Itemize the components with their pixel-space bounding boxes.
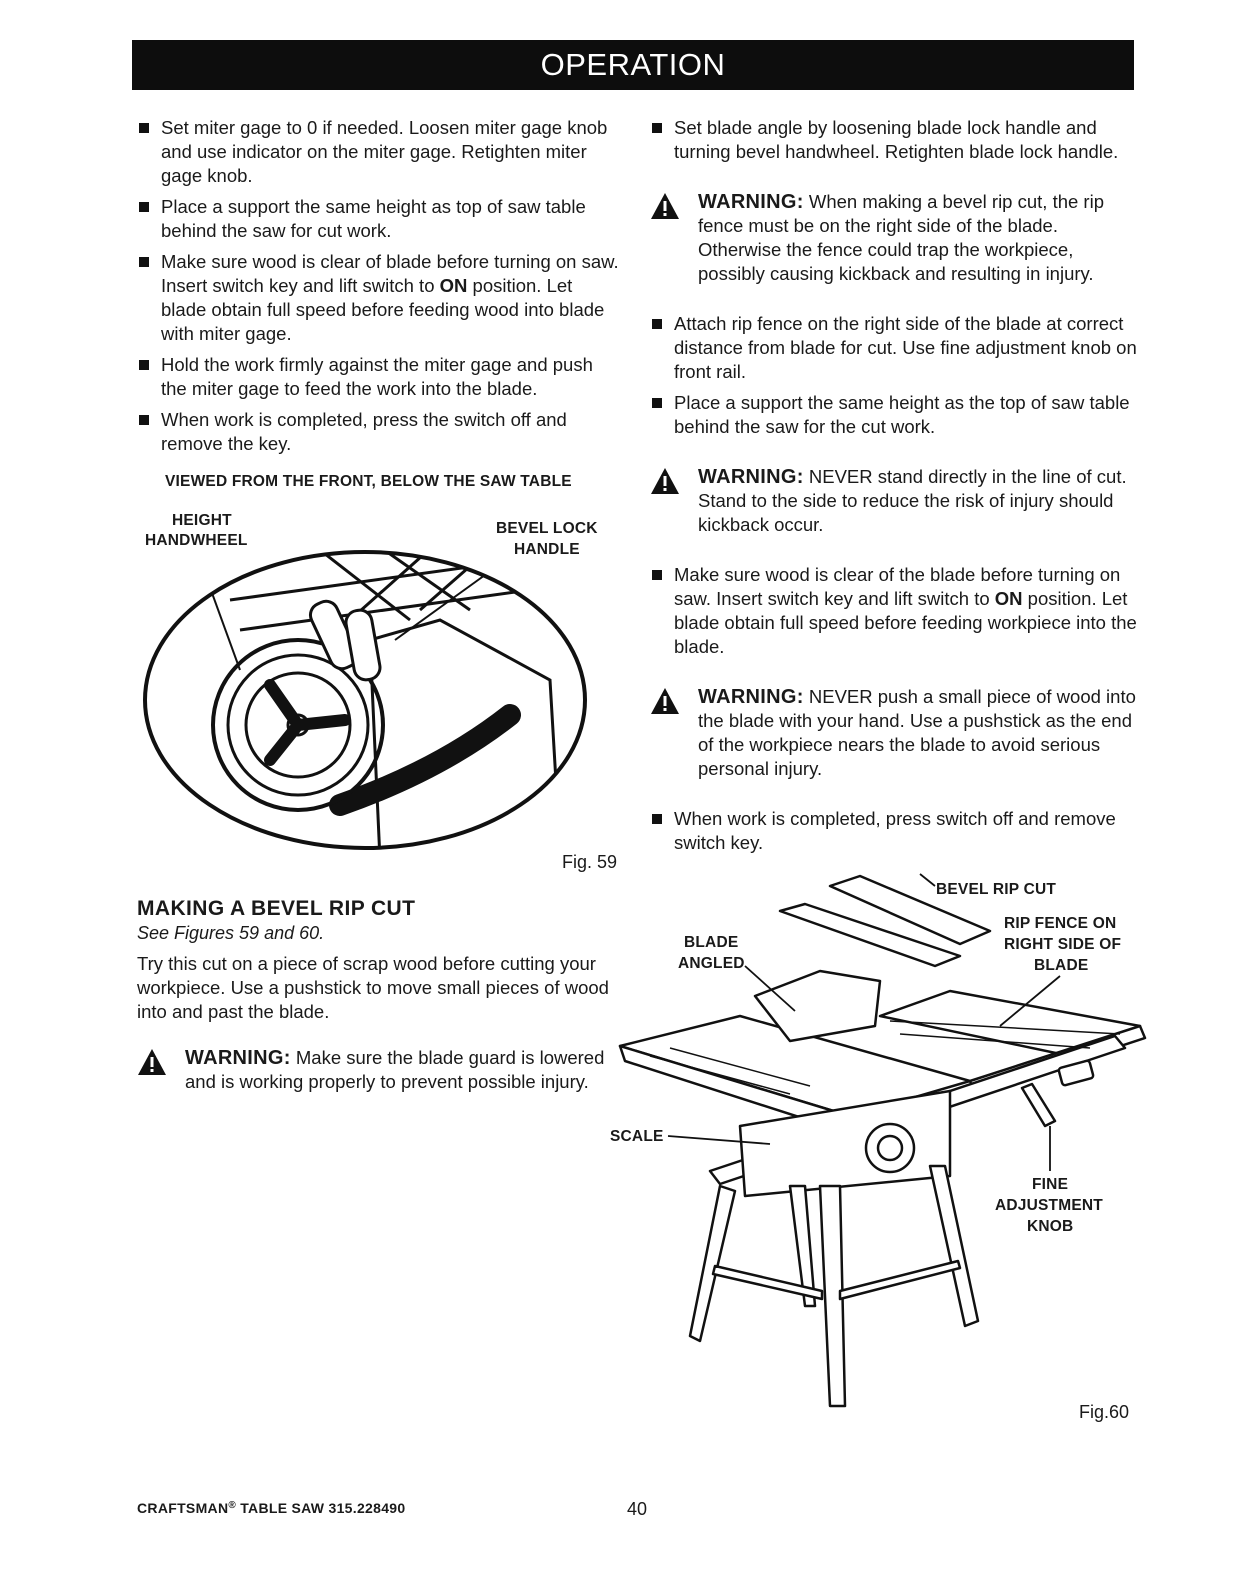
right-warning-1 (650, 190, 1140, 286)
fig60-label-fine-line1: FINE (1032, 1176, 1069, 1193)
section-title: MAKING A BEVEL RIP CUT (137, 897, 416, 920)
left-bullet-2: Place a support the same height as top of saw table behind the saw for cut work. (137, 195, 622, 243)
left-column (137, 116, 622, 463)
warning-text: When making a bevel rip cut, the rip fence must be on the right side of the blade. Otherwise the fence could trap the workpiece, possibly causing kickback and resulting in injury. (698, 191, 1104, 284)
left-bullet-4: Hold the work firmly against the miter gage and push the miter gage to feed the work into the blade. (137, 353, 622, 401)
warning-text: Make sure the blade guard is lowered and is working properly to prevent possible injury. (185, 1047, 605, 1092)
section-header (132, 40, 1134, 90)
bullet-text: position. Let blade obtain full speed before feeding wood into blade with miter gage. (161, 275, 605, 344)
left-warning (137, 1046, 625, 1094)
bullet-bold-on: ON (994, 588, 1023, 609)
bullet-text: Make sure wood is clear of the blade before turning on saw. Insert switch key and lift switch to (674, 564, 1121, 609)
right-column (650, 116, 1140, 862)
warning-triangle-icon (650, 687, 680, 715)
right-bullet-3: Place a support the same height as the top of saw table behind the saw for the cut work. (650, 391, 1140, 439)
fig59-label-height-line2: HANDWHEEL (145, 532, 248, 549)
warning-word: WARNING: (698, 686, 804, 708)
fig60-label-blade-line2: ANGLED (678, 955, 745, 972)
right-bullet-5: When work is completed, press switch off and remove switch key. (650, 807, 1140, 855)
warning-word: WARNING: (698, 191, 804, 213)
warning-triangle-icon (137, 1048, 167, 1076)
footer-brand-line (137, 1500, 405, 1518)
fig59-handwheel-illustration (140, 540, 590, 860)
bullet-bold-on: ON (439, 275, 468, 296)
right-warning-2 (650, 465, 1140, 537)
header-title: OPERATION (540, 47, 726, 82)
warning-word: WARNING: (698, 466, 804, 488)
fig60-label-rip-fence-line3: BLADE (1034, 957, 1089, 974)
fig59-caption: VIEWED FROM THE FRONT, BELOW THE SAW TABLE (165, 473, 572, 490)
fig60-label-scale: SCALE (610, 1128, 664, 1145)
left-bullet-1: Set miter gage to 0 if needed. Loosen miter gage knob and use indicator on the miter gage. Retighten miter gage knob. (137, 116, 622, 188)
warning-triangle-icon (650, 192, 680, 220)
fig59-label-bevel-line2: HANDLE (514, 541, 580, 558)
fig60-label-fine-line3: KNOB (1027, 1218, 1074, 1235)
model-number: TABLE SAW 315.228490 (236, 1500, 406, 1516)
left-bullet-5: When work is completed, press the switch off and remove the key. (137, 408, 622, 456)
bevel-rip-section (137, 897, 627, 1024)
right-bullet-1: Set blade angle by loosening blade lock handle and turning bevel handwheel. Retighten blade lock handle. (650, 116, 1140, 164)
bullet-text: Make sure wood is clear of blade before turning on saw. Insert switch key and lift switch to (161, 251, 619, 296)
warning-triangle-icon (650, 467, 680, 495)
fig59-label-height-line1: HEIGHT (172, 512, 232, 529)
registered-mark: ® (228, 1500, 237, 1511)
right-bullet-4 (650, 563, 1140, 659)
fig60-label-bevel-rip-cut: BEVEL RIP CUT (936, 881, 1057, 898)
fig59-label: Fig. 59 (562, 852, 618, 872)
page-number: 40 (627, 1499, 648, 1519)
section-body: Try this cut on a piece of scrap wood before cutting your workpiece. Use a pushstick to move small pieces of wood into and past the blade. (137, 953, 609, 1022)
fig60-label: Fig.60 (1079, 1402, 1130, 1422)
brand-logo: CRAFTSMAN (137, 1500, 229, 1516)
fig60-label-rip-fence-line1: RIP FENCE ON (1004, 915, 1117, 932)
fig60-label-fine-line2: ADJUSTMENT (995, 1197, 1103, 1214)
bullet-text: position. Let blade obtain full speed before feeding workpiece into the blade. (674, 588, 1137, 657)
section-subtitle: See Figures 59 and 60. (137, 923, 325, 943)
fig59-label-bevel-line1: BEVEL LOCK (496, 520, 598, 537)
warning-text: NEVER push a small piece of wood into the blade with your hand. Use a pushstick as the end of the workpiece nears the blade to avoid serious personal injury. (698, 686, 1136, 779)
right-bullet-2: Attach rip fence on the right side of the blade at correct distance from blade for cut. Use fine adjustment knob on front rail. (650, 312, 1140, 384)
fig60-label-blade-line1: BLADE (684, 934, 739, 951)
fig60-table-saw-illustration (590, 866, 1150, 1426)
fig60-label-rip-fence-line2: RIGHT SIDE OF (1004, 936, 1122, 953)
left-bullet-3 (137, 250, 622, 346)
warning-text: NEVER stand directly in the line of cut. Stand to the side to reduce the risk of injury should kickback occur. (698, 466, 1127, 535)
warning-word: WARNING: (185, 1047, 291, 1069)
right-warning-3 (650, 685, 1140, 781)
